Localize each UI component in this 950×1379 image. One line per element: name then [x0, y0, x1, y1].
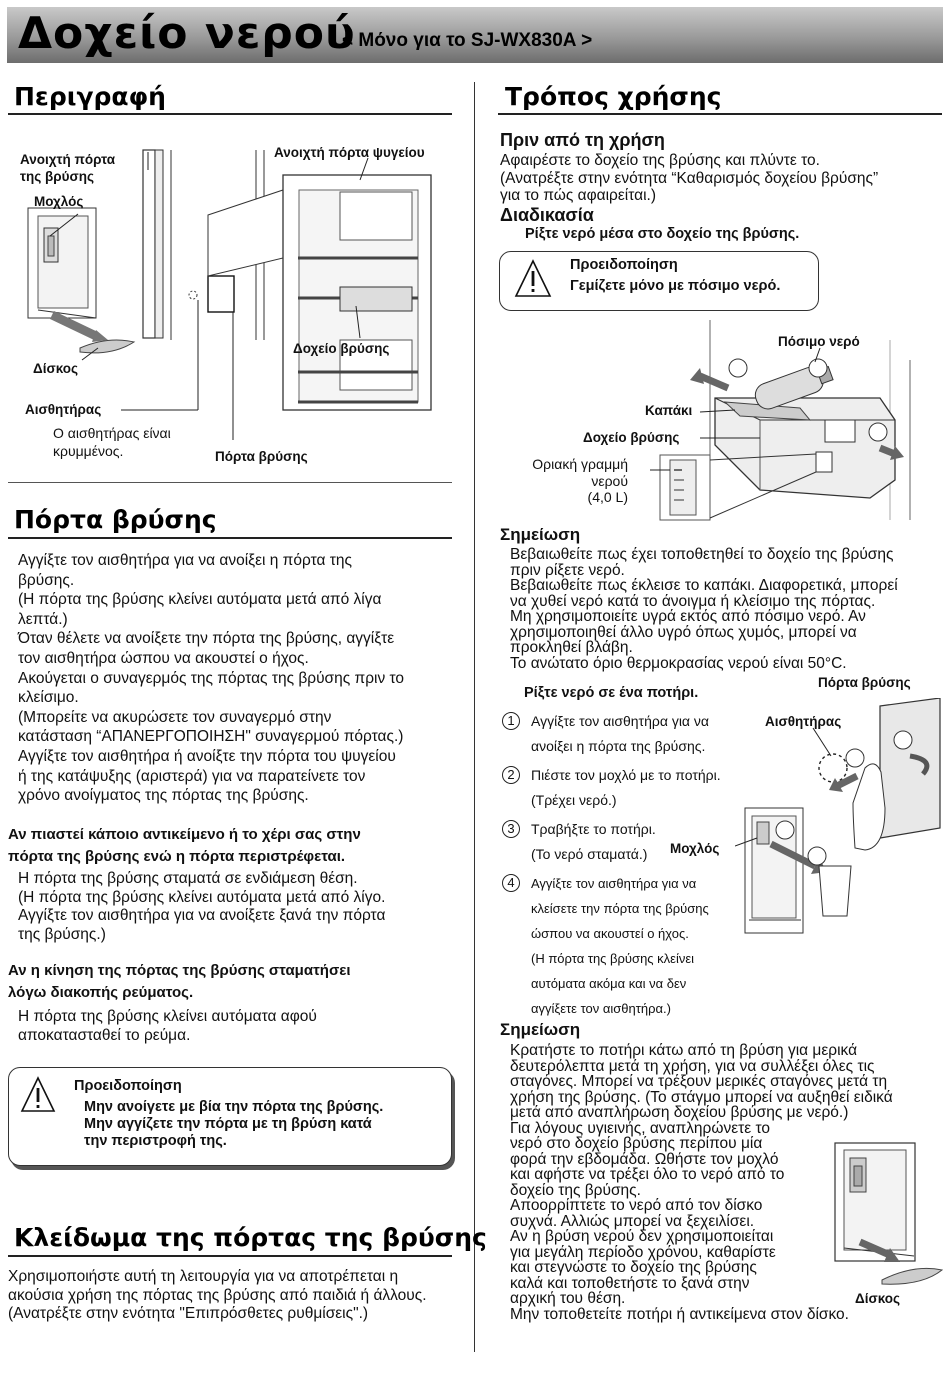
text-line: Βεβαιωθείτε πως έκλεισε το καπάκι. Διαφορετικά, μπορεί [510, 577, 898, 594]
label-sensor-note [53, 424, 171, 460]
text-line: Ακούγεται ο συναγερμός της πόρτας της βρύσης πριν το [18, 669, 405, 687]
dispenser-door-paragraphs [18, 551, 404, 806]
text-line: Για λόγους υγιεινής, αναπληρώνετε το [510, 1119, 770, 1137]
label-line: Οριακή γραμμή [532, 456, 628, 472]
label-line: της βρύσης [20, 169, 94, 184]
label-dispenser-door: Πόρτα βρύσης [215, 449, 308, 464]
text-line: ανοίξει η πόρτα της βρύσης. [531, 738, 706, 754]
text-line: να χυθεί νερό κατά το άνοιγμα ή κλείσιμο της πόρτας. [510, 592, 876, 610]
text-line: δευτερόλεπτα μετά τη χρήση, για να συλλέξει όλες τις [510, 1057, 875, 1075]
text-line: Αγγίξτε τον αισθητήρα ή ανοίξτε την πόρτα του ψυγείου [18, 747, 396, 765]
text-line: Αν πιαστεί κάποιο αντικείμενο ή το χέρι σας στην [8, 826, 361, 843]
caught-heading [8, 824, 361, 868]
text-line: λεπτά.) [18, 610, 68, 628]
page-subtitle: < Μόνο για το SJ-WX830A > [342, 30, 593, 51]
label-tank: Δοχείο βρύσης [293, 341, 390, 356]
warning-title: Προειδοποίηση [570, 257, 678, 273]
text-line: και αφήστε να τρέξει όλο το νερό από το [510, 1166, 785, 1183]
label-fridge-door-open: Ανοιχτή πόρτα ψυγείου [274, 145, 425, 160]
text-line: (Ανατρέξτε στην ενότητα “Καθαρισμός δοχείου βρύσης” [500, 169, 879, 187]
text-line: κλείσετε την πόρτα της βρύσης [531, 901, 709, 916]
text-line: (Μπορείτε να ακυρώσετε τον συναγερμό στην [18, 708, 332, 726]
label-disk: Δίσκος [855, 1291, 901, 1306]
section-title-lock: Κλείδωμα της πόρτας της βρύσης [14, 1223, 487, 1252]
text-line: συχνά. Αλλιώς μπορεί να ξεχειλίσει. [510, 1212, 755, 1230]
note-heading: Σημείωση [500, 525, 581, 544]
text-line: Αποορρίπτετε το νερό από τον δίσκο [510, 1197, 763, 1214]
section-title-usage: Τρόπος χρήσης [505, 82, 722, 111]
text-line: ώσπου να ακουστεί ο ήχος. [531, 926, 689, 941]
label-line: (4,0 L) [587, 489, 628, 505]
text-line: πόρτα της βρύσης ενώ η πόρτα περιστρέφεται. [8, 848, 346, 865]
label-sensor: Αισθητήρας [765, 714, 842, 729]
note-heading: Σημείωση [500, 1020, 581, 1039]
text-line: αρχική του θέση. [510, 1290, 626, 1307]
section-rule [8, 1255, 452, 1257]
text-line: της βρύσης.) [18, 925, 106, 943]
text-line: Μη χρησιμοποιείτε υγρά εκτός από πόσιμο νερό. Αν [510, 608, 866, 625]
label-dispenser-door-open [20, 151, 115, 185]
step-number: 4 [502, 874, 520, 892]
label-sensor: Αισθητήρας [25, 402, 102, 417]
column-divider [474, 82, 475, 1352]
warning-text: Γεμίζετε μόνο με πόσιμο νερό. [570, 278, 781, 294]
step-text [531, 709, 709, 759]
warning-text [84, 1099, 383, 1150]
text-line: καλά και τοποθετήστε το ξανά στην [510, 1274, 750, 1292]
text-line: Αν η βρύση νερού δεν χρησιμοποιείται [510, 1228, 774, 1245]
section-title-dispenser-door: Πόρτα βρύσης [14, 505, 217, 534]
step-text [531, 763, 721, 813]
text-line: Τραβήξτε το ποτήρι. [531, 821, 656, 837]
label-disk: Δίσκος [33, 361, 79, 376]
text-line: Μην τοποθετείτε ποτήρι ή αντικείμενα στον δίσκο. [510, 1305, 849, 1323]
label-tank: Δοχείο βρύσης [583, 430, 680, 445]
label-lever: Μοχλός [670, 841, 720, 856]
warning-icon [20, 1075, 56, 1115]
section-rule [8, 482, 452, 483]
label-drinking-water: Πόσιμο νερό [778, 334, 860, 349]
text-line: κατάσταση “ΑΠΑΝΕΡΓΟΠΟΙΗΣΗ" συναγερμού πόρτας.) [18, 728, 404, 746]
text-line: αυτόματα ακόμα και να δεν [531, 976, 687, 991]
text-line: Κρατήστε το ποτήρι κάτω από τη βρύση για μερικά [510, 1042, 858, 1059]
text-line: Αν η κίνηση της πόρτας της βρύσης σταματήσει [8, 962, 351, 979]
section-rule [8, 537, 452, 539]
text-line: (Ανατρέξτε στην ενότητα "Επιπρόσθετες ρυθμίσεις".) [8, 1305, 369, 1322]
text-line: Αγγίξτε τον αισθητήρα για να ανοίξει η πόρτα της [18, 552, 352, 569]
text-line: μετά από αναπλήρωση δοχείου βρύσης με νερό.) [510, 1104, 849, 1121]
note-text [510, 547, 898, 671]
pour-heading: Ρίξτε νερό σε ένα ποτήρι. [524, 685, 699, 701]
text-line: ακούσια χρήση της πόρτας της βρύσης από παιδιά ή άλλους. [8, 1286, 427, 1304]
text-line: βρύσης. [18, 571, 75, 589]
power-heading [8, 960, 351, 1004]
text-line: φορά την εβδομάδα. Ωθήστε τον μοχλό [510, 1150, 779, 1168]
text-line: Το ανώτατο όριο θερμοκρασίας νερού είναι 50°C. [510, 654, 847, 672]
text-line: σταγόνες. Μπορεί να τρέξουν μερικές σταγόνες μετά τη [510, 1073, 888, 1090]
text-line: χρησιμοποιηθεί άλλο υγρό όπως χυμός, μπορεί να [510, 623, 857, 641]
text-line: τον αισθητήρα ώσπου να ακουστεί ο ήχος. [18, 649, 309, 667]
text-line: Η πόρτα της βρύσης σταματά σε ενδιάμεση θέση. [18, 870, 358, 887]
step-number: 1 [502, 712, 520, 730]
section-rule [498, 113, 942, 115]
step-text [531, 817, 656, 867]
text-line: Μην ανοίγετε με βία την πόρτα της βρύσης. [84, 1099, 384, 1115]
power-text [18, 1007, 317, 1045]
procedure-step: Ρίξτε νερό μέσα στο δοχείο της βρύσης. [525, 226, 800, 242]
before-text [500, 152, 878, 205]
text-line: Η πόρτα της βρύσης κλείνει αυτόματα αφού [18, 1008, 317, 1025]
text-line: (Η πόρτα της βρύσης κλείνει αυτόματα μετά από λίγα [18, 591, 382, 609]
warning-title: Προειδοποίηση [74, 1078, 182, 1094]
section-rule [8, 113, 452, 115]
label-line: Ανοιχτή πόρτα [20, 152, 116, 167]
text-line: για μεγάλη περίοδο χρόνου, καθαρίστε [510, 1243, 776, 1261]
text-line: για το πώς αφαιρείται.) [500, 187, 657, 204]
text-line: χρήση της βρύσης. (Το στάγμο μπορεί να αυξηθεί ειδικά [510, 1088, 893, 1106]
text-line: Όταν θέλετε να ανοίξετε την πόρτα της βρύσης, αγγίξτε [18, 630, 395, 648]
text-line: Χρησιμοποιήστε αυτή τη λειτουργία για να αποτρέπεται η [8, 1268, 399, 1285]
disk-diagram [830, 1138, 945, 1296]
label-line: Ο αισθητήρας είναι [53, 425, 171, 441]
procedure-heading: Διαδικασία [500, 205, 594, 225]
text-line: αποκατασταθεί το ρεύμα. [18, 1027, 191, 1044]
text-line: λόγω διακοπής ρεύματος. [8, 984, 194, 1001]
warning-icon [514, 258, 552, 300]
text-line: (Η πόρτα της βρύσης κλείνει αυτόματα μετά από λίγο. [18, 888, 386, 906]
pour-diagram [735, 698, 945, 938]
step-number: 3 [502, 820, 520, 838]
text-line: Αγγίξτε τον αισθητήρα για να [531, 876, 697, 891]
text-line: (Τρέχει νερό.) [531, 792, 617, 808]
label-line: νερού [591, 472, 628, 489]
text-line: Αγγίξτε τον αισθητήρα για να [531, 713, 710, 729]
text-line: νερό στο δοχείο βρύσης περίπου μία [510, 1135, 763, 1152]
text-line: προκληθεί βλάβη. [510, 639, 633, 656]
label-line: κρυμμένος. [53, 443, 124, 459]
lock-text [8, 1268, 427, 1324]
text-line: (Η πόρτα της βρύσης κλείνει [531, 951, 695, 966]
text-line: (Το νερό σταματά.) [531, 846, 648, 862]
label-dispenser-door: Πόρτα βρύσης [818, 675, 911, 690]
before-heading: Πριν από τη χρήση [500, 130, 665, 150]
label-water-limit [520, 456, 628, 506]
page-title: Δοχείο νερού [18, 8, 356, 59]
step-text [531, 871, 709, 1021]
step-number: 2 [502, 766, 520, 784]
text-line: την περιστροφή της. [84, 1133, 227, 1149]
text-line: Αφαιρέστε το δοχείο της βρύσης και πλύντε το. [500, 152, 820, 169]
text-line: κλείσιμο. [18, 689, 79, 707]
text-line: Αγγίξτε τον αισθητήρα για να ανοίξετε ξανά την πόρτα [18, 907, 386, 924]
text-line: χρόνο ανοίγματος της πόρτας της βρύσης. [18, 787, 309, 805]
caught-text [18, 870, 385, 944]
label-lever: Μοχλός [34, 194, 84, 209]
text-line: αγγίξετε τον αισθητήρα.) [531, 1001, 671, 1016]
text-line: Μην αγγίζετε την πόρτα με τη βρύση κατά [84, 1116, 372, 1132]
text-line: πριν ρίξετε νερό. [510, 561, 625, 579]
label-lid: Καπάκι [645, 403, 693, 418]
text-line: Πιέστε τον μοχλό με το ποτήρι. [531, 767, 721, 783]
text-line: Βεβαιωθείτε πως έχει τοποθετηθεί το δοχείο της βρύσης [510, 546, 894, 563]
text-line: δοχείο της βρύσης. [510, 1181, 641, 1199]
section-title-description: Περιγραφή [14, 82, 166, 111]
text-line: ή της κατάψυξης (αριστερά) για να παρατείνετε τον [18, 767, 366, 785]
text-line: και στεγνώστε το δοχείο της βρύσης [510, 1259, 757, 1276]
